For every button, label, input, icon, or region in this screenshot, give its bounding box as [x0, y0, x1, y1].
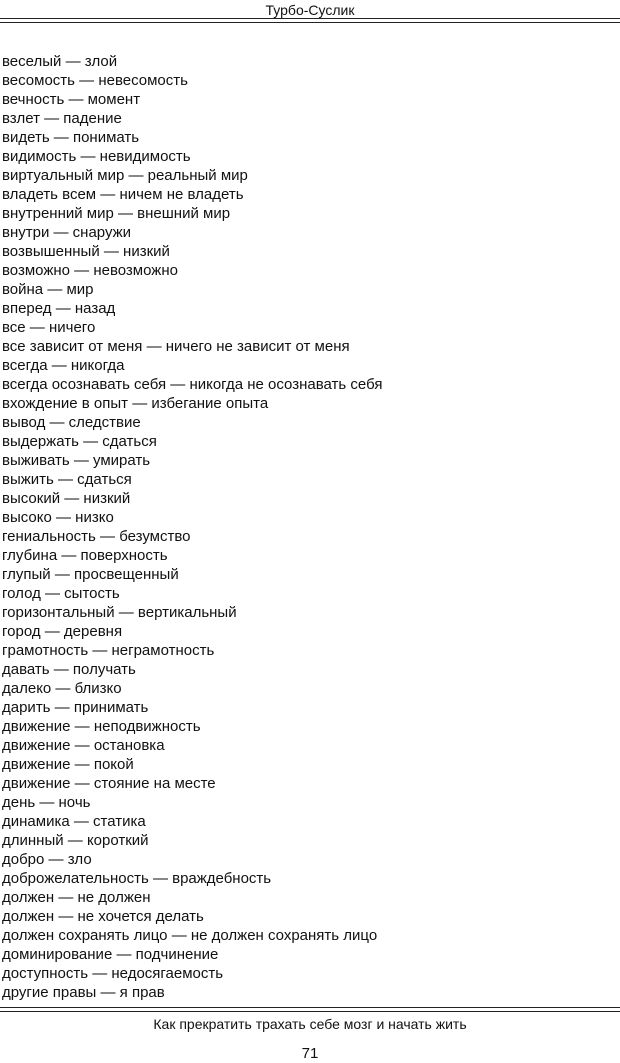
text-line: всегда — никогда: [2, 357, 125, 374]
text-line: внутри — снаружи: [2, 224, 132, 241]
text-line: вхождение в опыт — избегание опыта: [2, 395, 269, 412]
text-line: взлет — падение: [2, 110, 122, 127]
text-line: день — ночь: [2, 794, 91, 811]
text-line: доступность — недосягаемость: [2, 965, 224, 982]
text-line: дарить — принимать: [2, 699, 149, 716]
text-line: другие правы — я прав: [2, 984, 165, 1001]
text-line: глубина — поверхность: [2, 547, 168, 564]
text-line: выживать — умирать: [2, 452, 151, 469]
text-line: внутренний мир — внешний мир: [2, 205, 231, 222]
text-line: высокий — низкий: [2, 490, 131, 507]
text-line: должен сохранять лицо — не должен сохранять лицо: [2, 927, 378, 944]
text-line: динамика — статика: [2, 813, 146, 830]
text-line: все — ничего: [2, 319, 96, 336]
text-line: грамотность — неграмотность: [2, 642, 215, 659]
text-line: должен — не хочется делать: [2, 908, 204, 925]
text-line: движение — покой: [2, 756, 134, 773]
text-line: вечность — момент: [2, 91, 141, 108]
text-line: веселый — злой: [2, 53, 118, 70]
text-line: движение — остановка: [2, 737, 165, 754]
text-line: движение — неподвижность: [2, 718, 201, 735]
text-line: видеть — понимать: [2, 129, 140, 146]
text-line: возможно — невозможно: [2, 262, 178, 279]
text-line: вперед — назад: [2, 300, 116, 317]
text-line: длинный — короткий: [2, 832, 149, 849]
text-line: вывод — следствие: [2, 414, 141, 431]
page-number: 71: [301, 1045, 319, 1062]
text-line: город — деревня: [2, 623, 123, 640]
text-line: давать — получать: [2, 661, 136, 678]
text-line: доброжелательность — враждебность: [2, 870, 272, 887]
text-line: владеть всем — ничем не владеть: [2, 186, 244, 203]
text-line: гениальность — безумство: [2, 528, 191, 545]
text-line: высоко — низко: [2, 509, 114, 526]
text-line: война — мир: [2, 281, 94, 298]
text-line: добро — зло: [2, 851, 92, 868]
text-line: виртуальный мир — реальный мир: [2, 167, 248, 184]
running-footer: Как прекратить трахать себе мозг и начать жить: [153, 1016, 467, 1032]
text-line: глупый — просвещенный: [2, 566, 179, 583]
text-line: движение — стояние на месте: [2, 775, 216, 792]
text-line: доминирование — подчинение: [2, 946, 219, 963]
text-line: возвышенный — низкий: [2, 243, 170, 260]
text-line: далеко — близко: [2, 680, 122, 697]
text-line: всегда осознавать себя — никогда не осознавать себя: [2, 376, 383, 393]
text-line: выжить — сдаться: [2, 471, 132, 488]
text-line: выдержать — сдаться: [2, 433, 157, 450]
running-header: Турбо-Суслик: [265, 2, 355, 18]
text-line: должен — не должен: [2, 889, 151, 906]
antonym-list: [2, 52, 614, 1002]
text-line: все зависит от меня — ничего не зависит от меня: [2, 338, 350, 355]
text-line: голод — сытость: [2, 585, 120, 602]
footer-divider: [0, 1007, 620, 1012]
text-line: горизонтальный — вертикальный: [2, 604, 237, 621]
text-line: видимость — невидимость: [2, 148, 191, 165]
header-divider: [0, 18, 620, 23]
text-line: весомость — невесомость: [2, 72, 188, 89]
